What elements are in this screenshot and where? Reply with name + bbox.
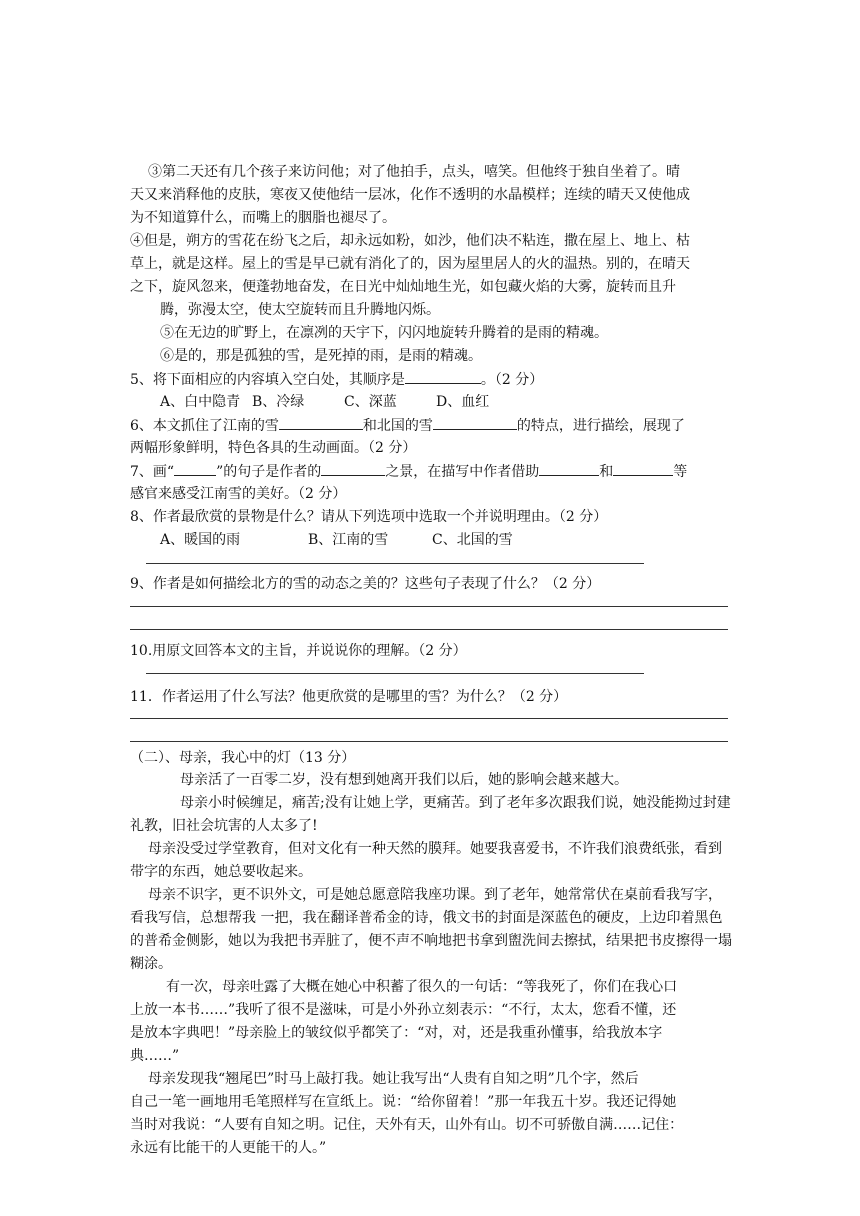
passage-one-p5: ⑤在无边的旷野上，在凛冽的天宇下，闪闪地旋转升腾着的是雨的精魂。 (160, 325, 608, 341)
question-9-answer-line-2[interactable] (130, 629, 728, 630)
question-6-part-a: 6、本文抓住了江南的雪 (130, 418, 279, 434)
question-7-part-a: 7、画“ (130, 464, 175, 480)
question-6-part-c: 的特点，进行描绘，展现了 (516, 418, 685, 434)
question-5-option-b: B、冷绿 (252, 394, 305, 410)
question-7-part-d: 和 (599, 464, 614, 480)
passage-two-p5-line1: 有一次，母亲吐露了大概在她心中积蓄了很久的一句话：“等我死了，你们在我心口 (166, 979, 678, 995)
passage-two-p1: 母亲活了一百零二岁，没有想到她离开我们以后，她的影响会越来越大。 (180, 772, 628, 788)
question-7-part-c: 之景，在描写中作者借助 (385, 464, 540, 480)
question-7-part-e: 等 (673, 464, 688, 480)
question-5-options (160, 392, 489, 412)
question-7-blank-4[interactable] (613, 461, 673, 476)
question-8-answer-line[interactable] (146, 563, 644, 564)
passage-two-p6-line2: 自己一笔一画地用毛笔照样写在宣纸上。说：“给你留着！”那一年我五十岁。我还记得她 (130, 1094, 677, 1110)
question-6-part-b: 和北国的雪 (362, 418, 433, 434)
question-11: 11．作者运用了什么写法？他更欣赏的是哪里的雪？为什么？（2 分） (130, 689, 568, 705)
question-5-answer-blank[interactable] (405, 369, 481, 384)
passage-one-p4-line1: ④但是，朔方的雪花在纷飞之后，却永远如粉，如沙，他们决不粘连，撒在屋上、地上、枯 (130, 233, 690, 249)
question-7-blank-2[interactable] (321, 461, 385, 476)
passage-two-p6-line4: 永远有比能干的人更能干的人。” (130, 1140, 327, 1156)
question-5-score: 。（2 分） (480, 372, 544, 388)
passage-two-p6-line3: 当时对我说：“人要有自知之明。记住，天外有天，山外有山。切不可骄傲自满……记住： (130, 1117, 684, 1133)
passage-two-p5-line4: 典……” (130, 1048, 180, 1064)
passage-one-p4-line2: 草上，就是这样。屋上的雪是早已就有消化了的，因为屋里居人的火的温热。别的，在晴天 (130, 256, 690, 272)
question-10-answer-line[interactable] (146, 673, 644, 674)
question-11-answer-line-1[interactable] (130, 718, 728, 719)
question-6-blank-1[interactable] (279, 415, 363, 430)
question-5-prompt: 5、将下面相应的内容填入空白处，其顺序是 (130, 372, 405, 388)
question-8-option-b: B、江南的雪 (308, 532, 389, 548)
question-5-option-c: C、深蓝 (344, 394, 397, 410)
passage-one-p3-line1: ③第二天还有几个孩子来访问他；对了他拍手，点头，嘻笑。但他终于独自坐着了。晴 (148, 164, 680, 180)
passage-two-p3-line1: 母亲没受过学堂教育，但对文化有一种天然的膜拜。她要我喜爱书，不许我们浪费纸张，看到 (148, 841, 722, 857)
question-7 (130, 461, 687, 482)
question-8-option-c: C、北国的雪 (432, 532, 513, 548)
question-8: 8、作者最欣赏的景物是什么？请从下列选项中选取一个并说明理由。（2 分） (130, 509, 608, 525)
passage-one-p4-line3: 之下，旋风忽来，便蓬勃地奋发，在日光中灿灿地生光，如包藏火焰的大雾，旋转而且升 (130, 279, 676, 295)
question-9-answer-line-1[interactable] (130, 606, 728, 607)
passage-two-p4-line1: 母亲不识字，更不识外文，可是她总愿意陪我座功课。到了老年，她常常伏在桌前看我写字， (148, 887, 722, 903)
passage-two-heading: （二）、母亲，我心中的灯（13 分） (130, 750, 356, 766)
question-5 (130, 369, 543, 390)
question-6-blank-2[interactable] (433, 415, 517, 430)
question-8-options (160, 530, 513, 550)
question-11-answer-line-2[interactable] (130, 741, 728, 742)
passage-two-p5-line3: 是放本字典吧！”母亲脸上的皱纹似乎都笑了：“对，对，还是我重孙懂事，给我放本字 (130, 1025, 663, 1041)
question-7-blank-1[interactable] (174, 461, 216, 476)
passage-two-p5-line2: 上放一本书……”我听了很不是滋味，可是小外孙立刻表示：“不行，太太，您看不懂，还 (130, 1002, 677, 1018)
passage-one-p3-line3: 为不知道算什么，而嘴上的胭脂也褪尽了。 (130, 210, 396, 226)
question-10: 10.用原文回答本文的主旨，并说说你的理解。（2 分） (130, 643, 467, 659)
passage-two-p3-line2: 带字的东西，她总要收起来。 (130, 864, 312, 880)
passage-one-p6: ⑥是的，那是孤独的雪，是死掉的雨，是雨的精魂。 (160, 348, 482, 364)
passage-one-p4-line4: 腾，弥漫太空，使太空旋转而且升腾地闪烁。 (160, 302, 440, 318)
question-6 (130, 415, 685, 436)
passage-two-p2-line1: 母亲小时候缠足，痛苦;没有让她上学，更痛苦。到了老年多次跟我们说，她没能拗过封建 (180, 795, 731, 811)
passage-two-p6-line1: 母亲发现我“翘尾巴”时马上敲打我。她让我写出“人贵有自知之明”几个字，然后 (148, 1071, 639, 1087)
question-7-blank-3[interactable] (539, 461, 599, 476)
question-8-option-a: A、暖国的雨 (160, 532, 241, 548)
question-5-option-a: A、白中隐青 (160, 394, 241, 410)
question-9: 9、作者是如何描绘北方的雪的动态之美的？这些句子表现了什么？（2 分） (130, 576, 601, 592)
passage-two-p4-line3: 的普希金侧影，她以为我把书弄脏了，便不声不响地把书拿到盥洗间去擦拭，结果把书皮擦得一塌 (130, 933, 732, 949)
passage-two-p4-line2: 看我写信，总想帮我 一把，我在翻译普希金的诗，俄文书的封面是深蓝色的硬皮，上边印着黑色 (130, 910, 723, 926)
passage-one-p3-line2: 天又来消释他的皮肤，寒夜又使他结一层冰，化作不透明的水晶模样；连续的晴天又使他成 (130, 187, 690, 203)
passage-two-p4-line4: 糊涂。 (130, 956, 172, 972)
question-5-option-d: D、血红 (436, 394, 490, 410)
question-7-line2: 感官来感受江南雪的美好。（2 分） (130, 486, 347, 502)
question-6-line2: 两幅形象鲜明，特色各具的生动画面。（2 分） (130, 440, 417, 456)
question-7-part-b: ”的句子是作者的 (216, 464, 322, 480)
passage-two-p2-line2: 礼教，旧社会坑害的人太多了! (130, 818, 318, 834)
